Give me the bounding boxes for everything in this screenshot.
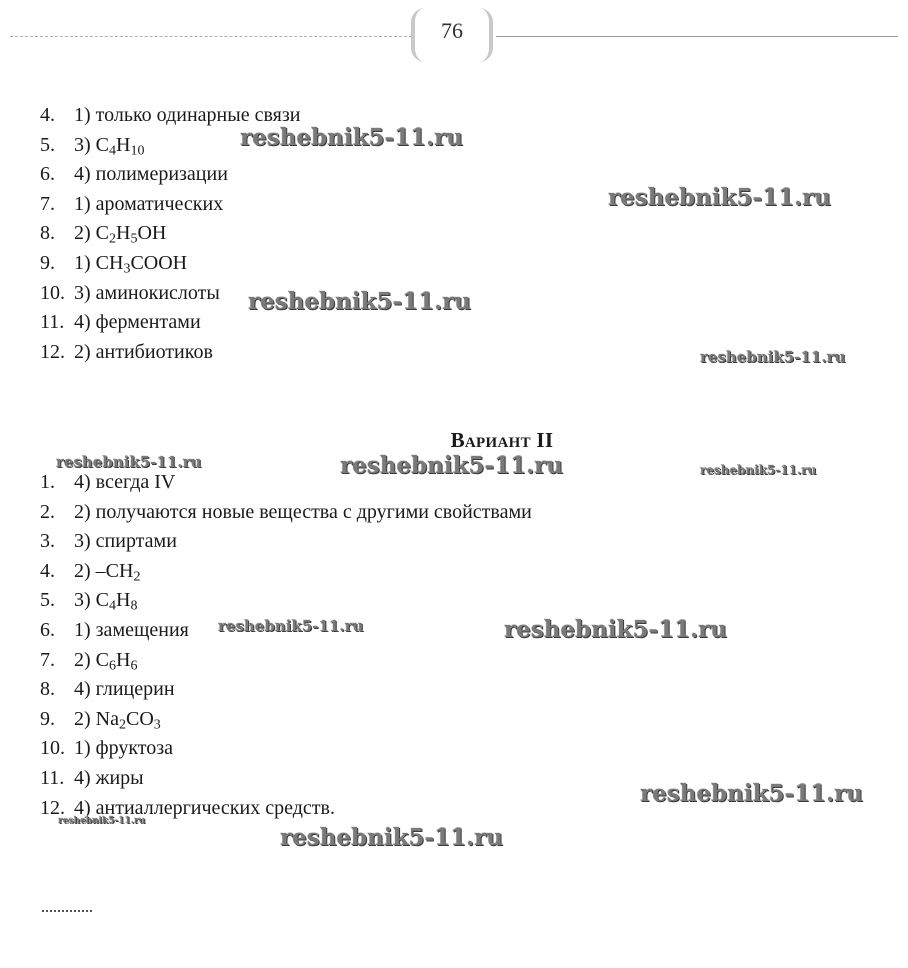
answer-number: 5. — [40, 133, 55, 156]
answer-text-part: 3) C — [74, 133, 109, 156]
answer-text-part: 2) антибиотиков — [74, 340, 213, 363]
answer-text — [74, 163, 228, 185]
formula-subscript: 8 — [130, 598, 138, 614]
answer-item — [40, 586, 532, 616]
answer-item — [40, 557, 532, 587]
answer-text — [74, 589, 138, 614]
answer-number: 9. — [40, 251, 55, 274]
answer-text — [74, 501, 532, 523]
answer-text — [74, 707, 161, 733]
answer-text — [74, 559, 141, 585]
answer-item — [40, 190, 300, 220]
answer-number: 10. — [40, 737, 65, 760]
answer-text-part: 4) полимеризации — [74, 163, 228, 186]
answer-text — [74, 648, 138, 674]
watermark: reshebnik5-11.ru — [280, 824, 503, 851]
formula-subscript: 5 — [130, 231, 138, 247]
answer-text-part: 4) жиры — [74, 766, 144, 789]
watermark: reshebnik5-11.ru — [248, 288, 471, 315]
watermark: reshebnik5-11.ru — [640, 780, 863, 807]
watermark: reshebnik5-11.ru — [218, 617, 364, 635]
answer-text-part: 2) C — [74, 222, 109, 245]
header-rule-left — [10, 36, 412, 37]
answer-text-part: H — [116, 589, 131, 612]
answer-text-part: 1) ароматических — [74, 192, 224, 215]
answer-text-part: 1) замещения — [74, 618, 189, 641]
formula-subscript: 3 — [123, 261, 131, 277]
answer-number: 2. — [40, 500, 55, 523]
answer-item — [40, 338, 300, 368]
answer-number: 6. — [40, 163, 55, 186]
answer-number: 12. — [40, 796, 65, 819]
answer-number: 6. — [40, 618, 55, 641]
answer-text-part: COOH — [130, 251, 188, 274]
answer-text-part: 2) Na — [74, 707, 119, 730]
answer-item — [40, 249, 300, 279]
answer-number: 8. — [40, 222, 55, 245]
answer-text-part: 1) CH — [74, 251, 124, 274]
answer-text — [74, 222, 167, 247]
footer-artifact — [42, 910, 92, 920]
answer-number: 8. — [40, 678, 55, 701]
answer-text-part: 2) C — [74, 648, 109, 671]
formula-subscript: 2 — [118, 717, 126, 733]
answer-number: 12. — [40, 340, 65, 363]
answer-text — [74, 737, 173, 759]
answer-text-part: H — [116, 648, 131, 671]
answer-item — [40, 734, 532, 764]
answer-text — [74, 311, 201, 333]
answer-item — [40, 764, 532, 794]
answer-item — [40, 219, 300, 249]
watermark: reshebnik5-11.ru — [240, 124, 463, 151]
answer-text-part: CO — [125, 707, 154, 730]
answer-text-part: H — [116, 133, 131, 156]
formula-subscript: 6 — [130, 658, 138, 674]
answer-text — [74, 341, 213, 363]
answer-text — [74, 619, 189, 641]
answer-text — [74, 251, 188, 277]
answer-text — [74, 471, 175, 493]
variant-2-answer-list — [40, 468, 532, 823]
answer-text — [74, 104, 300, 126]
formula-subscript: 2 — [133, 569, 141, 585]
answer-number: 11. — [40, 766, 65, 789]
answer-text-part: 2) –CH — [74, 559, 134, 582]
header-rule-right — [496, 36, 898, 37]
answer-text — [74, 282, 220, 304]
answer-number: 7. — [40, 192, 55, 215]
answer-text-part: 3) спиртами — [74, 530, 177, 553]
answer-item — [40, 498, 532, 528]
formula-subscript: 2 — [109, 231, 116, 247]
answer-text-part: 4) глицерин — [74, 678, 175, 701]
answer-item — [40, 705, 532, 735]
watermark: reshebnik5-11.ru — [700, 463, 817, 477]
answer-item — [40, 675, 532, 705]
answer-text-part: 3) C — [74, 589, 109, 612]
answer-number: 10. — [40, 281, 65, 304]
formula-subscript: 4 — [109, 143, 116, 159]
answer-item — [40, 527, 532, 557]
answer-number: 5. — [40, 589, 55, 612]
answer-number: 7. — [40, 648, 55, 671]
watermark: reshebnik5-11.ru — [504, 616, 727, 643]
watermark: reshebnik5-11.ru — [340, 452, 563, 479]
answer-text — [74, 678, 175, 700]
answer-text-part: 4) антиаллергических средств. — [74, 796, 335, 819]
page-number: 76 — [441, 18, 463, 43]
formula-subscript: 3 — [153, 717, 161, 733]
answer-text-part: H — [116, 222, 131, 245]
formula-subscript: 4 — [109, 598, 116, 614]
answer-text-part: 4) всегда IV — [74, 471, 176, 493]
answer-item — [40, 646, 532, 676]
answer-text — [74, 133, 145, 159]
watermark: reshebnik5-11.ru — [58, 816, 146, 826]
answer-text — [74, 767, 144, 789]
watermark: reshebnik5-11.ru — [608, 184, 831, 211]
answer-text-part: OH — [137, 222, 167, 245]
answer-text-part: 2) получаются новые вещества с другими свойствами — [74, 500, 532, 523]
answer-number: 3. — [40, 530, 55, 553]
formula-subscript: 6 — [109, 658, 116, 674]
answer-number: 4. — [40, 104, 55, 126]
answer-number: 11. — [40, 311, 65, 334]
answer-text — [74, 530, 177, 552]
formula-subscript: 10 — [130, 143, 145, 159]
page-number-box — [411, 8, 493, 62]
answer-text-part: 1) только одинарные связи — [74, 104, 301, 126]
answer-text-part: 4) ферментами — [74, 311, 201, 334]
answer-item — [40, 160, 300, 190]
answer-number: 4. — [40, 559, 55, 582]
watermark: reshebnik5-11.ru — [56, 453, 202, 471]
watermark: reshebnik5-11.ru — [700, 348, 846, 366]
answer-number: 9. — [40, 707, 55, 730]
answer-text — [74, 193, 223, 215]
answer-text-part: 3) аминокислоты — [74, 281, 220, 304]
answer-text-part: 1) фруктоза — [74, 737, 174, 760]
variant-2-heading: Вариант II — [450, 428, 554, 452]
answer-number: 1. — [40, 471, 55, 493]
